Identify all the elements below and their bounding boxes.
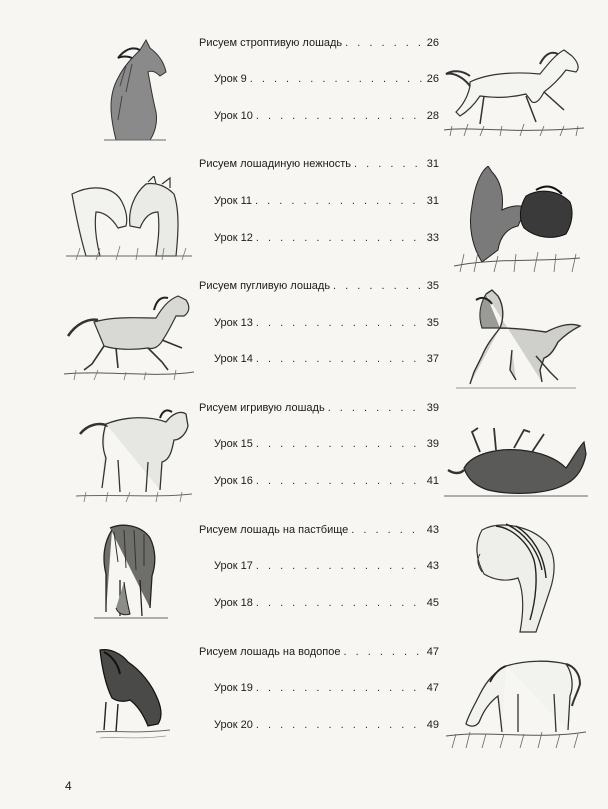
toc-lesson[interactable] [214,72,439,86]
section-title: Рисуем лошадь на пастбище [199,524,349,536]
lesson-page: 41 [426,475,439,487]
leader-dots [256,352,424,366]
horse-sketch-icon [66,176,192,260]
leader-dots [250,72,424,86]
leader-dots [256,559,424,573]
section-page: 31 [426,158,439,170]
lesson-page: 26 [426,73,439,85]
leader-dots [256,231,424,245]
leader-dots [328,401,424,415]
leader-dots [343,645,423,659]
leader-dots [351,523,423,537]
toc-lesson[interactable] [214,596,439,610]
lesson-page: 47 [426,682,439,694]
lesson-label: Урок 19 [214,682,253,694]
section-page: 35 [426,280,439,292]
leader-dots [256,316,424,330]
horse-sketch-icon [64,288,194,382]
lesson-page: 33 [426,232,439,244]
lesson-page: 39 [426,438,439,450]
lesson-label: Урок 10 [214,110,253,122]
toc-lesson[interactable] [214,681,439,695]
horse-sketch-icon [444,424,588,500]
toc-section-2[interactable] [199,279,439,293]
lesson-label: Урок 17 [214,560,253,572]
toc-lesson[interactable] [214,352,439,366]
toc-lesson[interactable] [214,194,439,208]
section-page: 26 [426,37,439,49]
lesson-label: Урок 13 [214,317,253,329]
lesson-label: Урок 16 [214,475,253,487]
toc-lesson[interactable] [214,437,439,451]
section-title: Рисуем лошадь на водопое [199,646,341,658]
horse-sketch-icon [446,650,586,750]
leader-dots [256,474,424,488]
horse-sketch-icon [440,42,588,138]
lesson-label: Урок 15 [214,438,253,450]
section-page: 39 [426,402,439,414]
lesson-page: 49 [426,719,439,731]
lesson-label: Урок 14 [214,353,253,365]
lesson-label: Урок 11 [214,195,253,207]
toc-lesson[interactable] [214,559,439,573]
lesson-page: 28 [426,110,439,122]
lesson-page: 31 [426,195,439,207]
leader-dots [354,157,424,171]
section-title: Рисуем строптивую лошадь [199,37,343,49]
lesson-label: Урок 12 [214,232,253,244]
toc-section-4[interactable] [199,523,439,537]
leader-dots [255,194,424,208]
toc-lesson[interactable] [214,718,439,732]
toc-lesson[interactable] [214,109,439,123]
lesson-label: Урок 18 [214,597,253,609]
lesson-page: 37 [426,353,439,365]
leader-dots [256,437,424,451]
page-number: 4 [65,779,72,793]
section-title: Рисуем пугливую лошадь [199,280,331,292]
section-page: 43 [426,524,439,536]
toc-lesson[interactable] [214,231,439,245]
leader-dots [345,36,424,50]
leader-dots [333,279,424,293]
toc-section-3[interactable] [199,401,439,415]
lesson-page: 35 [426,317,439,329]
horse-sketch-icon [446,288,586,392]
section-title: Рисуем лошадиную нежность [199,158,352,170]
lesson-page: 45 [426,597,439,609]
horse-sketch-icon [94,522,168,622]
horse-sketch-icon [454,166,580,272]
horse-sketch-icon [96,646,170,742]
horse-sketch-icon [96,36,172,142]
leader-dots [256,718,424,732]
horse-sketch-icon [76,400,192,502]
lesson-label: Урок 9 [214,73,247,85]
toc-section-0[interactable] [199,36,439,50]
toc-section-1[interactable] [199,157,439,171]
toc-lesson[interactable] [214,474,439,488]
section-title: Рисуем игривую лошадь [199,402,325,414]
toc-section-5[interactable] [199,645,439,659]
leader-dots [256,681,424,695]
lesson-page: 43 [426,560,439,572]
lesson-label: Урок 20 [214,719,253,731]
horse-sketch-icon [466,520,560,636]
section-page: 47 [426,646,439,658]
leader-dots [256,109,424,123]
leader-dots [256,596,424,610]
toc-lesson[interactable] [214,316,439,330]
